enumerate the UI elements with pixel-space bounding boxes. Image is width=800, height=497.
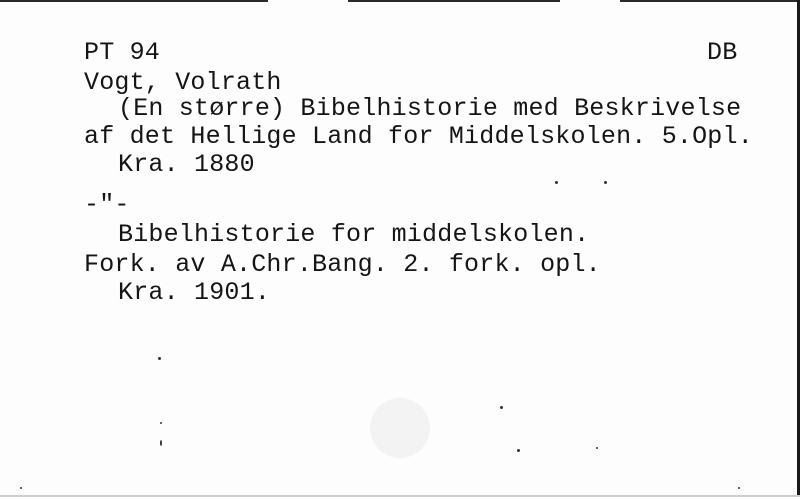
entry2-title: Bibelhistorie for middelskolen.: [118, 220, 590, 249]
paper-speck: [596, 447, 598, 449]
paper-speck: [160, 440, 162, 446]
author-heading: Vogt, Volrath: [84, 68, 282, 97]
entry1-title: (En større) Bibelhistorie med Beskrivelse: [118, 94, 742, 123]
paper-speck: [20, 487, 22, 489]
paper-speck: [500, 406, 503, 409]
paper-speck: [738, 487, 740, 489]
entry1-imprint: Kra. 1880: [118, 150, 255, 179]
paper-speck: [160, 422, 162, 424]
entry2-statement: Fork. av A.Chr.Bang. 2. fork. opl.: [84, 250, 601, 279]
paper-stain: [370, 398, 430, 458]
entry2-imprint: Kra. 1901.: [118, 278, 271, 307]
paper-speck: [517, 449, 520, 452]
paper-speck: [555, 181, 558, 184]
library-code: DB: [707, 38, 738, 67]
card-top-edge-gap: [560, 0, 620, 2]
paper-speck: [604, 181, 607, 184]
card-top-edge: [0, 0, 800, 2]
card-top-edge-gap: [268, 0, 348, 2]
ditto-mark: -"-: [84, 190, 130, 219]
shelf-mark: PT 94: [84, 38, 161, 67]
paper-speck: [158, 357, 161, 360]
entry1-title-continued: af det Hellige Land for Middelskolen. 5.Opl.: [84, 122, 753, 151]
